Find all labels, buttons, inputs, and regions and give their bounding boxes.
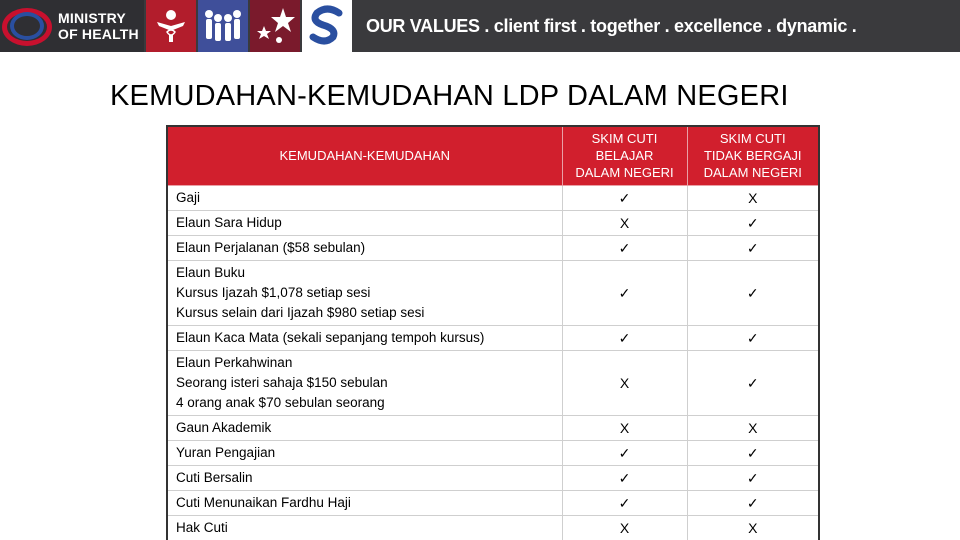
facility-label [167,210,562,235]
cell-skim-cuti-belajar: X [562,350,687,415]
facility-label-line: Elaun Buku [176,264,246,280]
excellence-star-icon [250,0,300,52]
table-header-row [167,126,819,185]
header-line: DALAM NEGERI [575,165,674,181]
cell-skim-cuti-tidak-bergaji: ✓ [687,325,819,350]
caring-icon [146,0,196,52]
page-title: KEMUDAHAN-KEMUDAHAN LDP DALAM NEGERI [110,80,789,112]
cell-skim-cuti-tidak-bergaji: ✓ [687,490,819,515]
cell-skim-cuti-belajar: X [562,415,687,440]
table-row [167,515,819,540]
cell-skim-cuti-tidak-bergaji: X [687,515,819,540]
facility-label-line: Elaun Perkahwinan [176,354,293,370]
table-body [167,185,819,540]
cell-skim-cuti-tidak-bergaji: ✓ [687,210,819,235]
facility-label-line: Gaun Akademik [176,419,272,435]
table-row [167,260,819,325]
header-line: DALAM NEGERI [703,165,802,181]
table-row [167,325,819,350]
table-row [167,185,819,210]
facility-label-line: Yuran Pengajian [176,444,276,460]
cell-skim-cuti-belajar: ✓ [562,440,687,465]
facility-label [167,350,562,415]
cell-skim-cuti-tidak-bergaji: X [687,185,819,210]
dynamic-s-icon [302,0,352,52]
facility-label [167,185,562,210]
logo-line-1: MINISTRY [58,10,126,26]
facilities-table [166,125,820,540]
cell-skim-cuti-tidak-bergaji: ✓ [687,260,819,325]
cell-skim-cuti-tidak-bergaji: ✓ [687,440,819,465]
header-line: BELAJAR [595,148,654,164]
cell-skim-cuti-belajar: ✓ [562,235,687,260]
logo-text [58,10,139,42]
facility-label [167,490,562,515]
table-row [167,415,819,440]
cell-skim-cuti-tidak-bergaji: ✓ [687,235,819,260]
facility-label-line: Elaun Kaca Mata (sekali sepanjang tempoh kursus) [176,329,485,345]
header-line: KEMUDAHAN-KEMUDAHAN [279,148,450,164]
facility-label-line: Cuti Menunaikan Fardhu Haji [176,494,351,510]
cell-skim-cuti-tidak-bergaji: ✓ [687,465,819,490]
table-row [167,210,819,235]
facility-label [167,465,562,490]
table-row [167,440,819,465]
facilities-table-container [166,125,818,540]
header-line: TIDAK BERGAJI [703,148,802,164]
table-row [167,465,819,490]
table-row [167,235,819,260]
facility-label-line: Kursus Ijazah $1,078 setiap sesi [176,284,371,300]
header-banner [0,0,960,52]
cell-skim-cuti-belajar: ✓ [562,185,687,210]
moh-logo [0,0,144,52]
facility-label-line: Kursus selain dari Ijazah $980 setiap sesi [176,304,425,320]
logo-ring-blue [10,12,44,40]
facility-label-line: 4 orang anak $70 sebulan seorang [176,394,385,410]
facility-label-line: Elaun Sara Hidup [176,214,282,230]
cell-skim-cuti-belajar: X [562,515,687,540]
facility-label-line: Hak Cuti [176,519,228,535]
cell-skim-cuti-belajar: ✓ [562,490,687,515]
facility-label [167,235,562,260]
facility-label [167,440,562,465]
cell-skim-cuti-belajar: ✓ [562,465,687,490]
cell-skim-cuti-belajar: ✓ [562,260,687,325]
header-line: SKIM CUTI [719,131,786,147]
cell-skim-cuti-tidak-bergaji: ✓ [687,350,819,415]
table-row [167,490,819,515]
facility-label [167,515,562,540]
table-row [167,350,819,415]
facility-label [167,415,562,440]
facility-label [167,325,562,350]
facility-label-line: Gaji [176,189,201,205]
facility-label-line: Cuti Bersalin [176,469,253,485]
header-skim-cuti-belajar [562,126,687,185]
facility-label-line: Seorang isteri sahaja $150 sebulan [176,374,388,390]
teamwork-icon [198,0,248,52]
header-line: SKIM CUTI [591,131,658,147]
header-skim-cuti-tidak-bergaji [687,126,819,185]
cell-skim-cuti-tidak-bergaji: X [687,415,819,440]
cell-skim-cuti-belajar: X [562,210,687,235]
values-tagline: OUR VALUES . client first . together . excellence . dynamic . [366,15,857,36]
cell-skim-cuti-belajar: ✓ [562,325,687,350]
header-kemudahan [167,126,562,185]
logo-line-2: OF HEALTH [58,26,139,42]
facility-label-line: Elaun Perjalanan ($58 sebulan) [176,239,366,255]
facility-label [167,260,562,325]
